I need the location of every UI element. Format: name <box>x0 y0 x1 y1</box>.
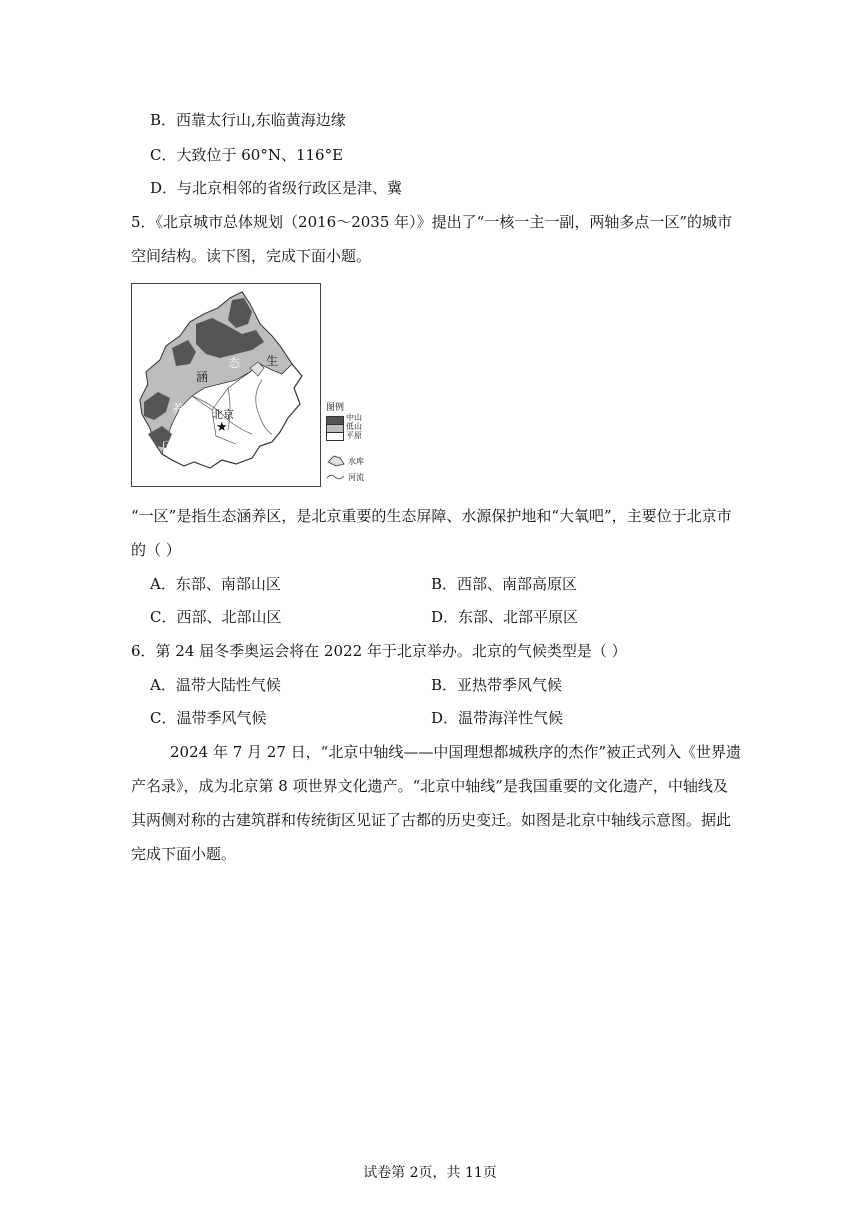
map-char-yang: 养 <box>172 402 185 416</box>
q5-stem-line1: 5．《北京城市总体规划（2016～2035 年）》提出了“一核一主一副，两轴多点一区”的城市 <box>131 213 732 231</box>
q5-option-b: B．西部、南部高原区 <box>431 575 578 593</box>
q6-option-a: A．温带大陆性气候 <box>150 676 281 694</box>
q5-sub-line1: “一区”是指生态涵养区，是北京重要的生态屏障、水源保护地和“大氧吧”，主要位于北京市 <box>131 507 732 525</box>
q6-option-c: C．温带季风气候 <box>150 709 267 727</box>
q6-option-b: B．亚热带季风气候 <box>431 676 563 694</box>
q6-option-d: D．温带海洋性气候 <box>431 709 564 727</box>
q6-stem: 6．第 24 届冬季奥运会将在 2022 年于北京举办。北京的气候类型是（ ） <box>131 642 627 660</box>
legend-heliu: 河流 <box>348 473 364 482</box>
q5-option-a: A．东部、南部山区 <box>150 575 281 593</box>
legend-zhongshan: 中山 <box>346 413 362 422</box>
map-char-sheng: 生 <box>266 354 279 368</box>
map-city-label: 北京 <box>212 408 234 421</box>
legend-shuiku: 水库 <box>348 457 364 466</box>
reservoir-icon <box>326 454 346 468</box>
legend-pingyuan: 平原 <box>346 431 362 440</box>
map-char-tai: 态 <box>228 356 241 370</box>
passage-line4: 完成下面小题。 <box>131 845 237 863</box>
star-icon: ★ <box>216 420 228 435</box>
legend-dishan: 低山 <box>346 422 362 431</box>
q5-stem-line2: 空间结构。读下图，完成下面小题。 <box>131 247 372 265</box>
legend-title: 图例 <box>326 403 345 413</box>
legend-pingyuan-swatch <box>326 432 344 441</box>
option-d-prev: D．与北京相邻的省级行政区是津、冀 <box>150 179 403 197</box>
map-legend <box>326 400 396 490</box>
map-char-han: 涵 <box>196 370 209 384</box>
river-icon <box>326 472 346 482</box>
passage-line3: 其两侧对称的古建筑群和传统街区见证了古都的历史变迁。如图是北京中轴线示意图。据此 <box>131 811 732 829</box>
passage-line1: 2024 年 7 月 27 日，“北京中轴线——中国理想都城秩序的杰作”被正式列入《世界遗 <box>170 743 741 761</box>
map-char-qu: 区 <box>162 440 175 454</box>
page-footer: 试卷第 2页，共 11页 <box>363 1165 497 1181</box>
q5-sub-line2: 的（ ） <box>131 541 181 559</box>
option-b-prev: B．西靠太行山,东临黄海边缘 <box>150 111 346 129</box>
beijing-terrain-map <box>131 283 321 487</box>
passage-line2: 产名录》，成为北京第 8 项世界文化遗产。“北京中轴线”是我国重要的文化遗产，中轴线及 <box>131 777 728 795</box>
q5-option-c: C．西部、北部山区 <box>150 608 282 626</box>
beijing-map-graphic <box>132 284 320 486</box>
option-c-prev: C．大致位于 60°N、116°E <box>150 146 344 164</box>
q5-option-d: D．东部、北部平原区 <box>431 608 579 626</box>
